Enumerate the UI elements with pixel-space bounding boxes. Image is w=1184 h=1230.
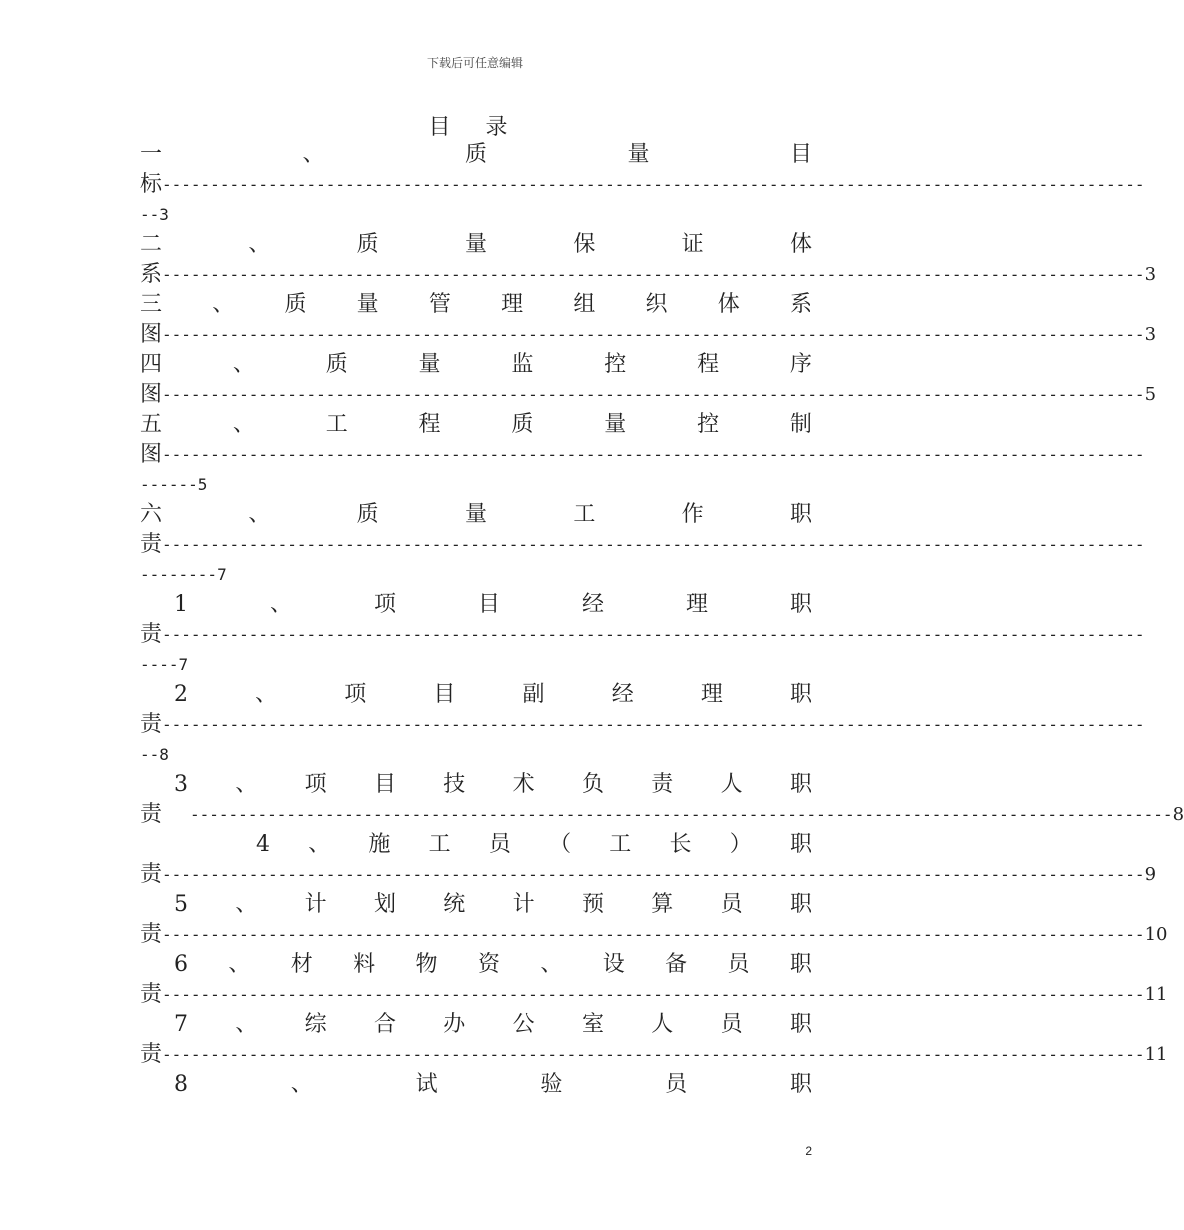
- toc-entry-5-continuation: ------5: [140, 475, 208, 494]
- toc-char: 试: [415, 1072, 438, 1097]
- toc-char: 术: [512, 772, 535, 797]
- toc-entry-6-5-line-1[interactable]: [140, 890, 812, 920]
- toc-char: 保: [573, 232, 596, 257]
- leader-dashes: ------------------------------------------------------------------------------------------------------: [162, 175, 1145, 194]
- toc-char: 职: [789, 772, 812, 797]
- toc-char: 算: [651, 892, 674, 917]
- toc-char: 、: [235, 892, 258, 917]
- leader-dashes: ------------------------------------------------------------------------------------------------------: [162, 625, 1145, 644]
- leader-dashes: ------------------------------------------------------------------------------------------------------: [162, 445, 1145, 464]
- toc-char: 施: [368, 832, 391, 857]
- toc-char: 工: [609, 832, 632, 857]
- toc-entry-4-line-1[interactable]: [140, 350, 812, 380]
- toc-char: 、: [248, 232, 271, 257]
- toc-page-number: 3: [1144, 264, 1157, 285]
- toc-entry-5-line-1[interactable]: [140, 410, 812, 440]
- toc-char: 经: [611, 682, 634, 707]
- toc-char: 目: [433, 682, 456, 707]
- toc-char: 经: [581, 592, 604, 617]
- page-number: 2: [805, 1144, 812, 1158]
- toc-char: 量: [627, 142, 650, 167]
- toc-char: 划: [373, 892, 396, 917]
- toc-entry-6-4-line-2[interactable]: [140, 860, 1157, 890]
- toc-char: 、: [540, 952, 563, 977]
- toc-char: 证: [681, 232, 704, 257]
- toc-char: 职: [789, 892, 812, 917]
- toc-char: 量: [464, 502, 487, 527]
- toc-char: 质: [356, 502, 379, 527]
- toc-char: 职: [789, 1012, 812, 1037]
- toc-char: 质: [464, 142, 487, 167]
- toc-char: 质: [325, 352, 348, 377]
- toc-entry-6-7-line-1[interactable]: [140, 1010, 812, 1040]
- toc-char: 职: [789, 682, 812, 707]
- toc-entry-3-line-2[interactable]: [140, 320, 1157, 350]
- toc-char: 材: [290, 952, 313, 977]
- toc-char: 理: [685, 592, 708, 617]
- leader-dashes: ------------------------------------------------------------------------------------------------------: [162, 385, 1145, 404]
- leader-dashes: ------------------------------------------------------------------------------------------------------: [162, 715, 1145, 734]
- toc-char: 人: [651, 1012, 674, 1037]
- toc-char: 计: [304, 892, 327, 917]
- toc-char: 长: [669, 832, 692, 857]
- toc-char: 目: [373, 772, 396, 797]
- toc-char: 、: [248, 502, 271, 527]
- toc-char: 技: [443, 772, 466, 797]
- toc-char: 作: [681, 502, 704, 527]
- toc-entry-3-line-1[interactable]: [140, 290, 812, 320]
- toc-entry-head: 责: [140, 922, 163, 947]
- toc-char: 6: [174, 952, 188, 977]
- toc-char: 员: [665, 1072, 688, 1097]
- toc-entry-head: 责: [140, 802, 163, 827]
- toc-entry-head: 图: [140, 382, 163, 407]
- toc-char: 工: [325, 412, 348, 437]
- toc-char: 量: [356, 292, 379, 317]
- leader-dashes: ------------------------------------------------------------------------------------------------------: [162, 265, 1145, 284]
- toc-entry-2-line-1[interactable]: [140, 230, 812, 260]
- toc-char: 负: [581, 772, 604, 797]
- toc-char: 员: [488, 832, 511, 857]
- toc-page-number: 10: [1144, 924, 1168, 945]
- toc-char: 六: [140, 502, 163, 527]
- toc-char: 备: [665, 952, 688, 977]
- toc-char: 1: [174, 592, 188, 617]
- toc-char: 职: [789, 592, 812, 617]
- toc-char: 序: [789, 352, 812, 377]
- toc-entry-head: 责: [140, 1042, 163, 1067]
- toc-char: 理: [700, 682, 723, 707]
- toc-char: 质: [284, 292, 307, 317]
- toc-char: 人: [720, 772, 743, 797]
- toc-page-number: 8: [1172, 804, 1184, 825]
- toc-char: 项: [373, 592, 396, 617]
- toc-char: 四: [140, 352, 163, 377]
- toc-entry-head: 图: [140, 442, 163, 467]
- toc-char: 、: [235, 772, 258, 797]
- toc-title: 目 录: [428, 115, 522, 140]
- toc-char: 控: [697, 412, 720, 437]
- toc-char: 项: [344, 682, 367, 707]
- toc-char: 资: [477, 952, 500, 977]
- toc-char: 二: [140, 232, 163, 257]
- toc-char: 、: [269, 592, 292, 617]
- toc-char: 量: [418, 352, 441, 377]
- toc-char: 、: [308, 832, 331, 857]
- leader-dashes: ------------------------------------------------------------------------------------------------------: [162, 325, 1145, 344]
- toc-entry-1-continuation: --3: [140, 205, 169, 224]
- toc-entry-6-6-line-1[interactable]: [140, 950, 812, 980]
- toc-entry-6-2-continuation: --8: [140, 745, 169, 764]
- toc-entry-5-line-2[interactable]: [140, 440, 1145, 470]
- toc-char: 管: [428, 292, 451, 317]
- toc-entry-head: 责: [140, 532, 163, 557]
- toc-char: 系: [789, 292, 812, 317]
- toc-entry-6-line-2[interactable]: [140, 530, 1145, 560]
- toc-char: 责: [651, 772, 674, 797]
- toc-entry-head: 责: [140, 862, 163, 887]
- toc-char: 、: [232, 412, 255, 437]
- toc-char: 程: [418, 412, 441, 437]
- toc-char: 、: [255, 682, 278, 707]
- toc-char: 量: [464, 232, 487, 257]
- toc-char: 设: [602, 952, 625, 977]
- toc-char: 质: [511, 412, 534, 437]
- toc-entry-head: 责: [140, 982, 163, 1007]
- toc-char: 合: [373, 1012, 396, 1037]
- toc-char: 3: [174, 772, 188, 797]
- toc-char: 职: [789, 502, 812, 527]
- toc-entry-head: 标: [140, 172, 163, 197]
- toc-char: 职: [789, 1072, 812, 1097]
- toc-char: 工: [573, 502, 596, 527]
- toc-char: 验: [540, 1072, 563, 1097]
- leader-dashes: ------------------------------------------------------------------------------------------------------: [162, 925, 1145, 944]
- toc-char: 员: [720, 892, 743, 917]
- toc-page-number: 11: [1144, 1044, 1168, 1065]
- toc-entry-6-7-line-2[interactable]: [140, 1040, 1168, 1070]
- toc-entry-1-line-2[interactable]: [140, 170, 1145, 200]
- toc-char: 5: [174, 892, 188, 917]
- toc-char: 计: [512, 892, 535, 917]
- toc-page-number: 11: [1144, 984, 1168, 1005]
- toc-char: 员: [720, 1012, 743, 1037]
- toc-char: 7: [174, 1012, 188, 1037]
- toc-char: 目: [477, 592, 500, 617]
- toc-entry-head: 系: [140, 262, 163, 287]
- toc-char: 三: [140, 292, 163, 317]
- toc-char: 一: [140, 142, 163, 167]
- toc-char: ）: [729, 832, 752, 857]
- leader-dashes: ------------------------------------------------------------------------------------------------------: [190, 805, 1173, 824]
- toc-char: 体: [789, 232, 812, 257]
- toc-entry-1-line-1[interactable]: [140, 140, 812, 170]
- leader-dashes: ------------------------------------------------------------------------------------------------------: [162, 1045, 1145, 1064]
- toc-char: 综: [304, 1012, 327, 1037]
- toc-char: 理: [501, 292, 524, 317]
- toc-entry-head: 责: [140, 622, 163, 647]
- toc-entry-2-line-2[interactable]: [140, 260, 1157, 290]
- toc-entry-6-1-line-1[interactable]: [140, 590, 812, 620]
- toc-page-number: 3: [1144, 324, 1157, 345]
- toc-entry-6-4-line-1[interactable]: [140, 830, 812, 860]
- toc-entry-6-continuation: --------7: [140, 565, 227, 584]
- toc-entry-6-6-line-2[interactable]: [140, 980, 1168, 1010]
- toc-char: 、: [235, 1012, 258, 1037]
- toc-char: 2: [174, 682, 188, 707]
- toc-char: 控: [604, 352, 627, 377]
- toc-char: 监: [511, 352, 534, 377]
- toc-char: 、: [290, 1072, 313, 1097]
- table-of-contents: [140, 140, 1184, 1100]
- toc-entry-6-2-line-2[interactable]: [140, 710, 1145, 740]
- toc-char: 、: [212, 292, 235, 317]
- toc-char: 量: [604, 412, 627, 437]
- leader-dashes: ------------------------------------------------------------------------------------------------------: [162, 535, 1145, 554]
- leader-dashes: ------------------------------------------------------------------------------------------------------: [162, 865, 1145, 884]
- toc-char: 质: [356, 232, 379, 257]
- toc-char: 4: [256, 832, 270, 857]
- toc-page-number: 5: [1144, 384, 1157, 405]
- toc-entry-6-5-line-2[interactable]: [140, 920, 1168, 950]
- toc-page-number: 9: [1144, 864, 1157, 885]
- toc-char: 预: [581, 892, 604, 917]
- toc-char: （: [549, 832, 572, 857]
- toc-char: 办: [443, 1012, 466, 1037]
- toc-entry-head: 图: [140, 322, 163, 347]
- page-header: 下载后可任意编辑: [426, 56, 523, 70]
- toc-char: 程: [697, 352, 720, 377]
- toc-entry-6-3-line-2[interactable]: [140, 800, 1184, 830]
- toc-entry-head: 责: [140, 712, 163, 737]
- toc-char: 、: [302, 142, 325, 167]
- toc-char: 工: [428, 832, 451, 857]
- leader-dashes: ------------------------------------------------------------------------------------------------------: [162, 985, 1145, 1004]
- toc-entry-6-1-line-2[interactable]: [140, 620, 1145, 650]
- toc-entry-6-line-1[interactable]: [140, 500, 812, 530]
- toc-char: 8: [174, 1072, 188, 1097]
- toc-char: 五: [140, 412, 163, 437]
- toc-char: 织: [645, 292, 668, 317]
- toc-char: 目: [789, 142, 812, 167]
- toc-char: 统: [443, 892, 466, 917]
- toc-char: 室: [581, 1012, 604, 1037]
- toc-char: 员: [727, 952, 750, 977]
- toc-char: 职: [789, 832, 812, 857]
- toc-char: 项: [304, 772, 327, 797]
- toc-char: 、: [228, 952, 251, 977]
- toc-char: 制: [789, 412, 812, 437]
- toc-entry-6-1-continuation: ----7: [140, 655, 189, 674]
- toc-entry-4-line-2[interactable]: [140, 380, 1157, 410]
- toc-entry-6-3-line-1[interactable]: [140, 770, 812, 800]
- toc-char: 体: [717, 292, 740, 317]
- toc-char: 、: [232, 352, 255, 377]
- toc-entry-6-8-line-1[interactable]: [140, 1070, 812, 1100]
- toc-entry-6-2-line-1[interactable]: [140, 680, 812, 710]
- toc-char: 副: [522, 682, 545, 707]
- toc-char: 物: [415, 952, 438, 977]
- toc-char: 职: [789, 952, 812, 977]
- toc-char: 公: [512, 1012, 535, 1037]
- toc-char: 组: [573, 292, 596, 317]
- toc-char: 料: [353, 952, 376, 977]
